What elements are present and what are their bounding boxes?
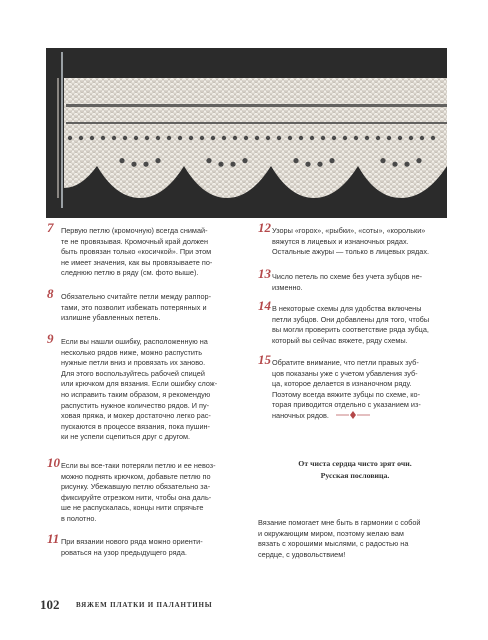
- page-number: 102: [40, 597, 60, 612]
- tip-12: [258, 220, 458, 262]
- tip-text: Первую петлю (кромочную) всегда снимай- те не провязывая. Кромочный край должен быть провязан только «косичкой». При этом не имеет значения, как вы провязываете по- следнюю петлю в ряду (см. фото выше).: [61, 226, 213, 278]
- tip-10: [47, 455, 247, 527]
- proverb: От чиста сердца чисто зрят очи. Русская пословица.: [298, 459, 412, 480]
- tip-7: [47, 220, 247, 286]
- tip-text: Число петель по схеме без учета зубцов не- изменно.: [272, 272, 423, 292]
- tip-text: Узоры «горох», «рыбки», «соты», «корольки» вяжутся в лицевых и изнаночных рядах. Остальные ажуры — только в лицевых рядах.: [272, 226, 429, 257]
- tip-number: 8: [47, 286, 54, 301]
- lace-edging-photo: [46, 48, 447, 218]
- ornament-divider: [336, 410, 370, 420]
- tip-number: 13: [258, 266, 271, 281]
- tip-text: Если вы нашли ошибку, расположенную на несколько рядов ниже, можно распустить нужные петли вниз и провязать их заново. Для этого воспользуйтесь рабочей спицей или крючком для вязания. Если ошибку слож- но исправить таким образом, я рекомендую распустить нужное количество рядов. И пу- ховая пряжа, и мохер достаточно легко рас- пускаются в процессе вязания, пока пушин- ки не успели сцепиться друг с другом.: [61, 337, 218, 442]
- tip-number: 7: [47, 220, 54, 235]
- tip-text: В некоторые схемы для удобства включены петли зубцов. Они добавлены для того, чтобы вы могли проверить соответствие ряда зубца, который вы сейчас вяжете, ряду схемы.: [272, 304, 430, 345]
- tip-number: 12: [258, 220, 271, 235]
- tip-number: 15: [258, 352, 271, 367]
- tip-14: [258, 298, 458, 350]
- tip-text: При вязании нового ряда можно ориенти- роваться на узор предыдущего ряда.: [61, 537, 203, 557]
- tip-number: 9: [47, 331, 54, 346]
- tip-number: 11: [47, 531, 60, 546]
- tip-9: [47, 331, 247, 447]
- tip-11: [47, 531, 247, 561]
- tip-13: [258, 266, 458, 296]
- tip-number: 10: [47, 455, 60, 470]
- running-title: ВЯЖЕМ ПЛАТКИ И ПАЛАНТИНЫ: [76, 601, 213, 609]
- tip-text: Если вы все-таки потеряли петлю и ее невоз- можно поднять крючком, добавьте петлю по рисунку. Убежавшую петлю обязательно за- фиксируйте отрезком нити, чтобы она даль- ше не распускалась, концы нити спрячьте в полотно.: [61, 461, 216, 523]
- tip-text: Обязательно считайте петли между раппор- тами, это позволит избежать потерянных и излишне убавленных петель.: [61, 292, 212, 323]
- tip-8: [47, 286, 247, 328]
- tip-text: Обратите внимание, что петли правых зуб- цов показаны уже с учетом убавления зуб- ца, которое делается в изнаночном ряду. Поэтому всегда вяжите зубцы по схеме, ко- торая приводится отдельно с указанием из- наночных рядов.: [272, 358, 421, 420]
- tip-number: 14: [258, 298, 271, 313]
- closing-paragraph: Вязание помогает мне быть в гармонии с собой и окружающим миром, поэтому желаю вам вязать с хорошими мыслями, с радостью на сердце, с удовольствием!: [258, 518, 421, 559]
